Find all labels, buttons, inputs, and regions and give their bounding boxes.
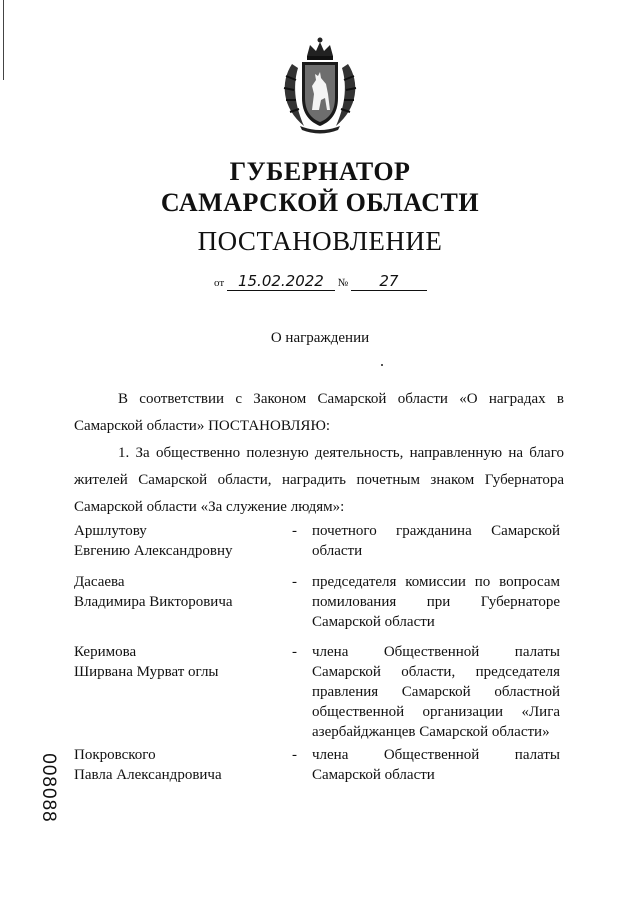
awardee-description: члена Общественной палаты Самарской области bbox=[312, 747, 560, 783]
awardee-description: председателя комиссии по вопросам помилования при Губернаторе Самарской области bbox=[312, 574, 560, 630]
awardee-description: члена Общественной палаты Самарской области, председателя правления Самарской областной общественной организации «Лига азербайджанцев Самарской области» bbox=[312, 644, 560, 740]
awardee-given-names: Владимира Викторовича bbox=[74, 594, 233, 610]
awardee-surname: Аршлутову bbox=[74, 523, 147, 539]
awardee-name bbox=[74, 745, 284, 785]
scan-speck bbox=[381, 364, 383, 366]
dash-separator: - bbox=[292, 523, 297, 539]
awardee-name bbox=[74, 572, 284, 612]
awardee-surname: Покровского bbox=[74, 747, 156, 763]
awardee-given-names: Ширвана Мурват оглы bbox=[74, 664, 219, 680]
awardee-given-names: Евгению Александровну bbox=[74, 543, 233, 559]
date-value: 15.02.2022 bbox=[227, 272, 335, 291]
dash-separator: - bbox=[292, 747, 297, 763]
dash-separator: - bbox=[292, 574, 297, 590]
awardee-name bbox=[74, 642, 284, 682]
awardee-description: почетного гражданина Самарской области bbox=[312, 523, 560, 559]
issuer-title: ГУБЕРНАТОР bbox=[229, 157, 411, 186]
body-paragraph-1: В соответствии с Законом Самарской области «О наградах в Самарской области» ПОСТАНОВЛЯЮ: bbox=[74, 391, 564, 434]
document-type: ПОСТАНОВЛЕНИЕ bbox=[197, 226, 443, 256]
document-subject: О награждении bbox=[270, 330, 370, 346]
awardee-given-names: Павла Александровича bbox=[74, 767, 222, 783]
number-value: 27 bbox=[351, 272, 427, 291]
awardee-surname: Дасаева bbox=[74, 574, 125, 590]
number-prefix: № bbox=[337, 277, 349, 289]
date-number-line bbox=[214, 272, 427, 291]
coat-of-arms-icon bbox=[274, 36, 366, 136]
issuer-region: САМАРСКОЙ ОБЛАСТИ bbox=[160, 188, 480, 217]
awardee-name bbox=[74, 521, 284, 561]
scan-edge-line bbox=[3, 0, 4, 80]
awardee-surname: Керимова bbox=[74, 644, 137, 660]
dash-separator: - bbox=[292, 644, 297, 660]
body-paragraph-2: 1. За общественно полезную деятельность, направленную на благо жителей Самарской области, наградить почетным знаком Губернатора Самарской области «За служение людям»: bbox=[74, 445, 564, 515]
date-prefix: от bbox=[214, 277, 225, 289]
margin-serial-number: 008088 bbox=[38, 753, 59, 823]
